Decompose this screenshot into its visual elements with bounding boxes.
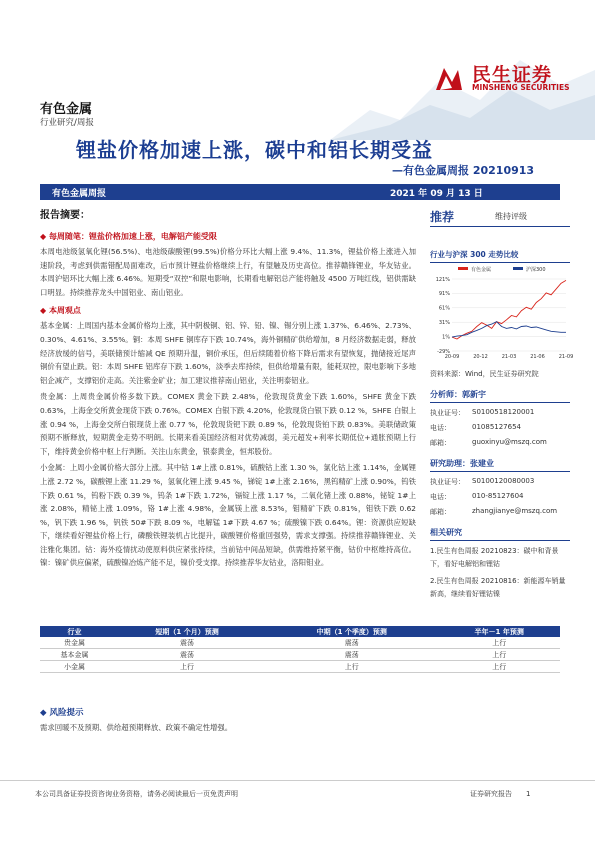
brand-name-en: MINSHENG SECURITIES <box>472 83 570 92</box>
y-tick-label: 91% <box>438 291 450 298</box>
summary-section <box>40 206 416 570</box>
table-cell: 上行 <box>438 649 560 661</box>
table-row <box>40 649 560 661</box>
table-header: 短期（1 个月）预测 <box>109 626 265 637</box>
legend-label: 沪深300 <box>526 267 546 273</box>
table-cell: 上行 <box>109 661 265 673</box>
table-row <box>40 637 560 649</box>
related-report-link[interactable]: 1.民生有色周报 20210823：碳中和背景下，看好电解铝和锂钴 <box>430 547 559 568</box>
x-tick-label: 20-09 <box>444 354 460 360</box>
series-line <box>452 322 566 337</box>
related-heading: 相关研究 <box>430 527 570 541</box>
y-tick-label: 1% <box>442 334 450 341</box>
x-tick-label: 21-06 <box>530 354 545 360</box>
sidebar <box>430 206 574 601</box>
analyst-heading: 分析师：郭新宇 <box>430 389 570 403</box>
trend-chart <box>430 263 574 363</box>
forecast-table <box>40 626 560 673</box>
analyst-row[interactable]: 邮箱： guoxinyu@mszq.com <box>430 438 547 447</box>
y-tick-label: 31% <box>438 320 450 326</box>
weekly-notes-paragraph: 本周电池级氢氧化锂(56.5%)、电池级碳酸锂(99.5%)价格分环比大幅上涨 9.4%、11.3%，锂盐价格上涨进入加速阶段，考虑到供需错配局面难改，后市预计锂盐价格继续上行，有望触及历史高位。推荐赣锋锂业，华友钴业。本周沪铝环比大幅上涨 6.46%。短期受“双控”和限电影响，长期看电解铝总产能将触及 4500 万吨红线，铝供需缺口明显。持续推荐龙头中国铝业、南山铝业。 <box>40 247 416 297</box>
legend-swatch <box>513 267 523 270</box>
table-cell: 上行 <box>265 661 438 673</box>
report-type: 行业研究/周报 <box>40 118 94 128</box>
y-tick-label: -29% <box>437 348 450 355</box>
base-metals-paragraph: 基本金属：上周国内基本金属价格均上涨，其中阴极铜、铝、锌、铅、镍、锡分别上涨 1.37%、6.46%、2.73%、0.30%、4.61%、3.55%。铜：本周 SHFE 铜库存下跌 10.74%，海外铜精矿供给增加，8 月经济数据走弱，释放经济放缓的信号，美联储预计缩减 QE 预期升温，铜价承压，但后续随着价格下降后需求有望恢复，抛储接近尾声铜价有望止跌。铝：本周 SHFE 铝库存下跌 1.60%，淡季去库持续，但供给增量有限，能耗双控，限电影响下多地铝企减产，支撑铝价走高。关注紫金矿业；加工建议推荐南山铝业，关注明泰铝业。 <box>40 321 416 385</box>
page-title: 锂盐价格加速上涨，碳中和铝长期受益 <box>76 138 433 162</box>
analyst-row: 执业证号： S0100518120001 <box>430 408 535 417</box>
y-tick-label: 61% <box>438 305 450 312</box>
rating-text: 维持评级 <box>495 212 527 221</box>
assistant-row: 执业证号： S0100120080003 <box>430 477 535 486</box>
precious-metals-paragraph: 贵金属：上周贵金属价格多数下跌。COMEX 黄金下跌 2.48%，伦敦现货黄金下跌 1.60%，SHFE 黄金下跌 0.63%，上海金交所黄金现货下跌 0.76%。COMEX 白银下跌 4.20%，伦敦现货白银下跌 0.12 %，SHFE 白银上涨 0.94 %，上海金交所白银现货上涨 0.77 %，伦敦现货钯下跌 0.89 %，伦敦现货铂下跌 0.83%。美联储政策预期不断释放，短期黄金走势不明朗。长期来看美国经济相对优势减弱，美元超发+利率长期低位+通胀预期上行下，维持黄金价格中枢上行判断。关注山东黄金，银泰黄金，恒邦股份。 <box>40 392 416 456</box>
footer-divider <box>0 780 595 781</box>
assistant-row: 电话： 010-85127604 <box>430 492 524 501</box>
analyst-info <box>430 408 570 448</box>
summary-title: 报告摘要： <box>40 210 90 221</box>
chart-source: 资料来源：Wind，民生证券研究院 <box>430 370 539 378</box>
rating-row <box>430 206 570 227</box>
table-cell: 上行 <box>438 637 560 649</box>
footer-page: 证券研究报告 1 <box>470 790 531 798</box>
recommendation: 推荐 <box>430 210 455 224</box>
table-cell: 上行 <box>438 661 560 673</box>
weekly-view-heading: ◆ 本周观点 <box>40 306 81 316</box>
table-header: 半年－1 年预测 <box>438 626 560 637</box>
table-cell: 震荡 <box>109 637 265 649</box>
x-tick-label: 21-09 <box>558 354 574 360</box>
table-cell: 基本金属 <box>40 649 109 661</box>
logo-mark-icon <box>432 60 466 94</box>
analyst-row: 电话： 01085127654 <box>430 423 521 432</box>
legend-swatch <box>458 267 468 270</box>
brand-logo <box>432 58 572 98</box>
table-header: 行业 <box>40 626 109 637</box>
x-tick-label: 21-03 <box>501 354 517 360</box>
legend-label: 有色金属 <box>471 267 492 273</box>
y-tick-label: 121% <box>435 276 450 283</box>
weekly-notes-heading: ◆ 每周随笔：锂盐价格加速上涨，电解铝产能受限 <box>40 232 217 241</box>
x-tick-label: 20-12 <box>473 354 488 360</box>
brand-name-cn: 民生证券 <box>472 64 553 86</box>
header-bar-label: 有色金属周报 <box>52 189 107 199</box>
assistant-row[interactable]: 邮箱： zhangjianye@mszq.com <box>430 507 558 516</box>
footer-disclaimer: 本公司具备证券投资咨询业务资格，请务必阅读最后一页免责声明 <box>35 790 238 798</box>
risk-text: 需求回暖不及预期、供给超预期释放、政策不确定性增强。 <box>40 723 233 732</box>
related-report-link[interactable]: 2.民生有色周报 20210816：新能源车销量新高，继续看好锂钴镍 <box>430 577 566 598</box>
table-cell: 震荡 <box>265 649 438 661</box>
assistant-heading: 研究助理：张建业 <box>430 458 570 472</box>
table-cell: 贵金属 <box>40 637 109 649</box>
minor-metals-paragraph: 小金属：上周小金属价格大部分上涨。其中钴 1#上涨 0.81%，硫酸钴上涨 1.30 %，氯化钴上涨 1.14%，金属锂上涨 2.72 %，碳酸锂上涨 11.29 %，氢氧化锂上涨 9.45 %，锑锭 1#上涨 2.16%，黑钨精矿上涨 0.90%，钨铁下跌 0.61 %，钨粉下跌 0.39 %，钨条 1#下跌 1.72%，镉锭上涨 1.17 %，二氧化锗上涨 0.88%，铋锭 1#上涨 2.08%，精铋上涨 1.09%，铬 1#上涨 4.98%，金属镁上涨 8.53%，钼精矿下跌 0.81%，钼铁下跌 0.62 %，钒下跌 1.96 %，钒铁 50#下跌 8.09 %，电解锰 1#下跌 4.67 %；硫酸镍下跌 0.64%。锂：资源供应短缺下，继续看好锂盐价格上行，磷酸铁锂装机占比提升，碳酸锂价格重回强势，需求支撑强。持续推荐赣锋锂业、关注雅化集团。钴：海外疫情扰动使原料供应紧张持续，当前钴中间品短缺，供需维持紧平衡，钴价中枢维持高位。镍：镍矿供应偏紧，硫酸镍冶炼产能不足，镍价受支撑。持续推荐华友钴业，洛阳钼业。 <box>40 463 416 568</box>
table-header: 中期（1 个季度）预测 <box>265 626 438 637</box>
industry-title: 有色金属 <box>40 102 93 117</box>
assistant-info <box>430 477 570 517</box>
table-row <box>40 661 560 673</box>
risk-heading: ◆ 风险提示 <box>40 708 84 718</box>
table-cell: 小金属 <box>40 661 109 673</box>
page-subtitle: —有色金属周报 20210913 <box>392 164 535 177</box>
header-bar-date: 2021 年 09 月 13 日 <box>390 189 483 199</box>
table-cell: 震荡 <box>265 637 438 649</box>
table-cell: 震荡 <box>109 649 265 661</box>
chart-title: 行业与沪深 300 走势比较 <box>430 249 570 263</box>
table-header-row <box>40 626 560 637</box>
